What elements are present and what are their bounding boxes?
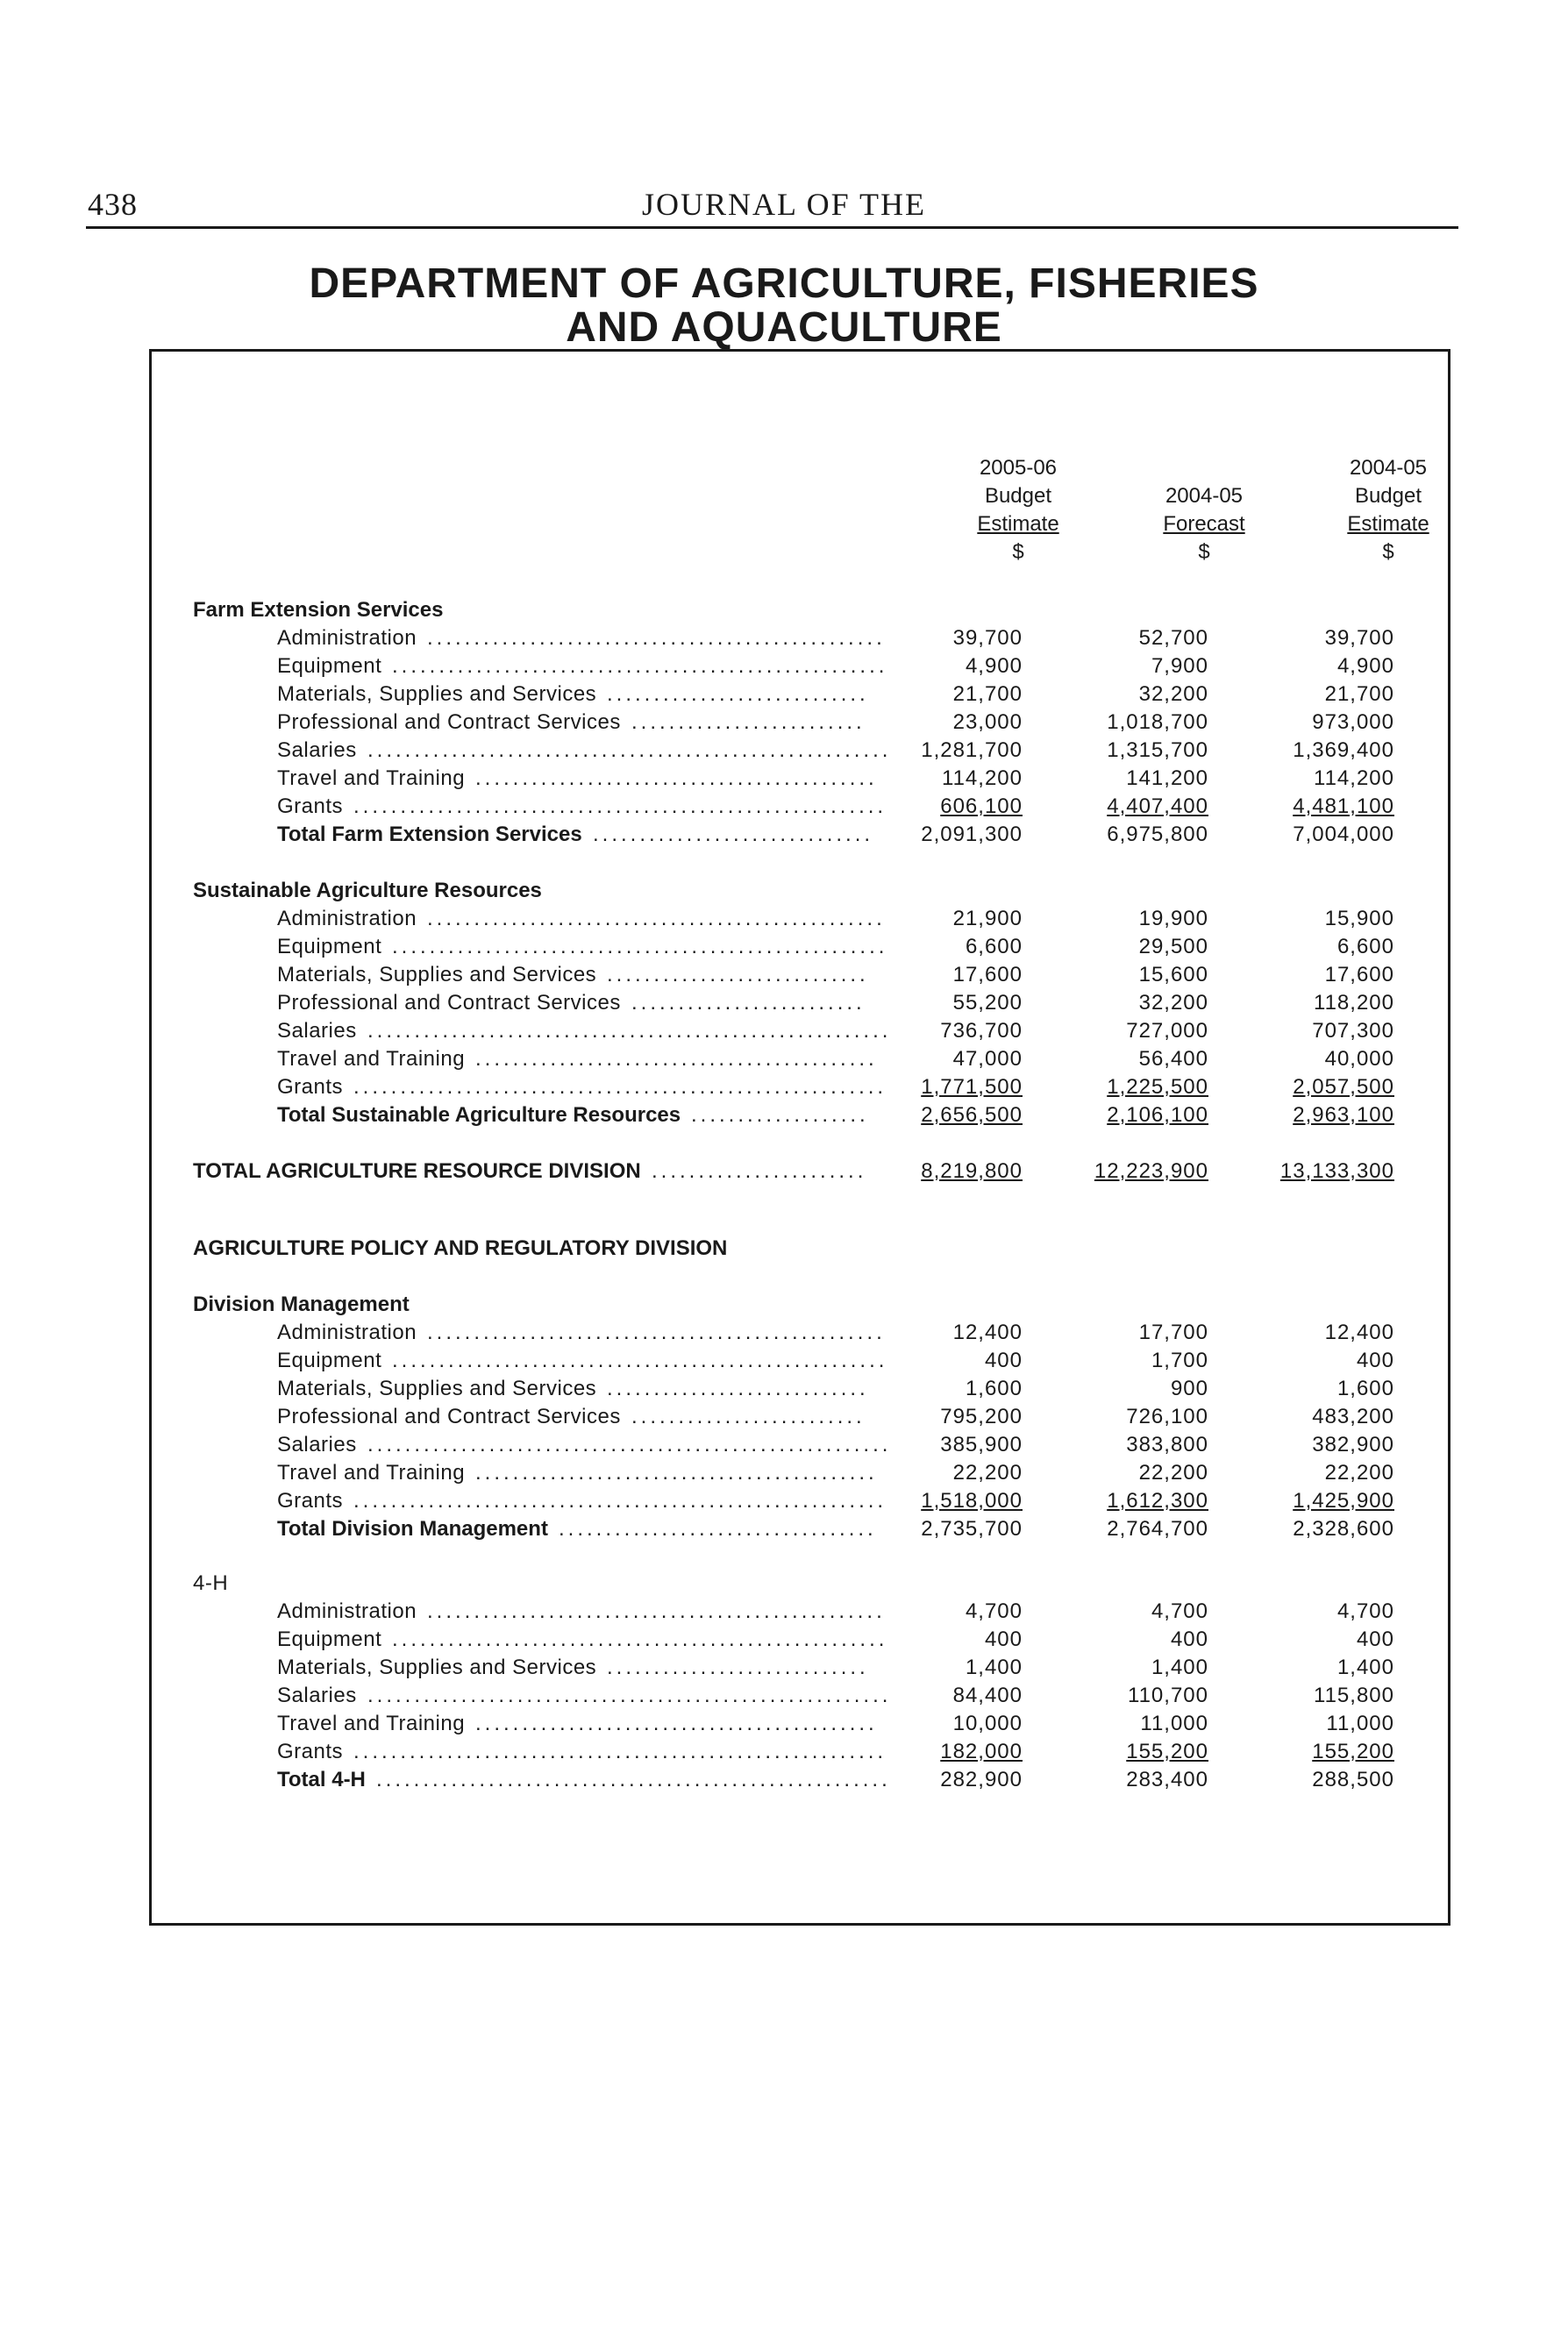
dot-leader: ........................................... bbox=[475, 1712, 878, 1735]
dot-leader: ......................................................... bbox=[353, 1489, 887, 1513]
cell-value: 4,700 bbox=[1151, 1599, 1208, 1623]
row-label: Equipment bbox=[277, 1349, 382, 1372]
header-rule bbox=[86, 226, 1458, 229]
dot-leader: ........................................................ bbox=[367, 738, 892, 762]
cell-value: 118,200 bbox=[1314, 991, 1394, 1015]
row-label: Salaries bbox=[277, 1433, 357, 1456]
table-row-travel-and-training bbox=[0, 765, 1568, 793]
column-header-1-line-3: Estimate bbox=[977, 512, 1059, 536]
table-row-administration bbox=[0, 905, 1568, 933]
cell-value: 52,700 bbox=[1138, 626, 1208, 650]
cell-value: 19,900 bbox=[1138, 907, 1208, 930]
cell-value: 1,400 bbox=[1336, 1656, 1394, 1679]
cell-value: 6,975,800 bbox=[1107, 823, 1208, 846]
division-heading: AGRICULTURE POLICY AND REGULATORY DIVISION bbox=[193, 1236, 728, 1260]
section-row-division-management bbox=[0, 1291, 1568, 1319]
dot-leader: ....................................................... bbox=[376, 1768, 891, 1791]
row-label: Grants bbox=[277, 1075, 344, 1099]
cell-value: 973,000 bbox=[1312, 710, 1394, 734]
dot-leader: ................................................. bbox=[427, 1599, 886, 1623]
row-label: Administration bbox=[277, 1599, 417, 1623]
dot-leader: ......................................................... bbox=[353, 794, 887, 818]
row-label: Grants bbox=[277, 794, 344, 818]
row-label: Grants bbox=[277, 1740, 344, 1763]
row-label: Materials, Supplies and Services bbox=[277, 1656, 597, 1679]
cell-value: 155,200 bbox=[1312, 1740, 1394, 1763]
cell-value: 1,600 bbox=[1336, 1377, 1394, 1400]
table-row-professional-and-contract-services bbox=[0, 709, 1568, 737]
cell-value: 155,200 bbox=[1126, 1740, 1208, 1763]
column-header-3-line-3: Estimate bbox=[1347, 512, 1429, 536]
column-header-1 bbox=[926, 454, 1110, 566]
dot-leader: ....................... bbox=[652, 1159, 867, 1183]
total-row-total-4-h bbox=[0, 1766, 1568, 1794]
cell-value: 21,700 bbox=[952, 682, 1023, 706]
row-label: Salaries bbox=[277, 1684, 357, 1707]
section-row-sustainable-agriculture-resources bbox=[0, 877, 1568, 905]
cell-value: 12,400 bbox=[1324, 1321, 1394, 1344]
row-label: Equipment bbox=[277, 654, 382, 678]
dot-leader: ........................................................ bbox=[367, 1019, 892, 1043]
dot-leader: ............................ bbox=[607, 682, 869, 706]
table-row-grants bbox=[0, 1487, 1568, 1515]
section-heading: Division Management bbox=[193, 1293, 410, 1316]
row-label: Materials, Supplies and Services bbox=[277, 963, 597, 986]
cell-value: 11,000 bbox=[1140, 1712, 1208, 1735]
row-label: Travel and Training bbox=[277, 1461, 466, 1485]
cell-value: 1,612,300 bbox=[1107, 1489, 1208, 1513]
row-label: Administration bbox=[277, 1321, 417, 1344]
cell-value: 4,407,400 bbox=[1107, 794, 1208, 818]
dot-leader: ........................................................ bbox=[367, 1433, 892, 1456]
grand-row-total-agriculture-resource-division bbox=[0, 1157, 1568, 1186]
row-label: Professional and Contract Services bbox=[277, 710, 621, 734]
column-header-2-line-3: Forecast bbox=[1163, 512, 1245, 536]
cell-value: 6,600 bbox=[965, 935, 1023, 958]
table-row-equipment bbox=[0, 1347, 1568, 1375]
cell-value: 55,200 bbox=[952, 991, 1023, 1015]
cell-value: 56,400 bbox=[1138, 1047, 1208, 1071]
cell-value: 17,600 bbox=[1324, 963, 1394, 986]
cell-value: 1,281,700 bbox=[921, 738, 1023, 762]
division-row-agriculture-policy-and-regulatory-division bbox=[0, 1235, 1568, 1263]
table-row-administration bbox=[0, 1319, 1568, 1347]
cell-value: 8,219,800 bbox=[921, 1159, 1023, 1183]
cell-value: 707,300 bbox=[1312, 1019, 1394, 1043]
cell-value: 7,900 bbox=[1151, 654, 1208, 678]
table-row-administration bbox=[0, 624, 1568, 652]
cell-value: 2,963,100 bbox=[1293, 1103, 1394, 1127]
column-header-1-line-2: Budget bbox=[984, 484, 1052, 508]
row-label: Administration bbox=[277, 907, 417, 930]
column-header-3-line-1: 2004-05 bbox=[1349, 456, 1428, 480]
cell-value: 900 bbox=[1170, 1377, 1208, 1400]
cell-value: 40,000 bbox=[1324, 1047, 1394, 1071]
cell-value: 22,200 bbox=[1138, 1461, 1208, 1485]
cell-value: 2,735,700 bbox=[921, 1517, 1023, 1541]
cell-value: 4,700 bbox=[1336, 1599, 1394, 1623]
cell-value: 1,518,000 bbox=[921, 1489, 1023, 1513]
dot-leader: ........................................... bbox=[475, 1461, 878, 1485]
table-row-equipment bbox=[0, 652, 1568, 680]
cell-value: 400 bbox=[1356, 1349, 1394, 1372]
cell-value: 2,328,600 bbox=[1293, 1517, 1394, 1541]
cell-value: 1,600 bbox=[965, 1377, 1023, 1400]
cell-value: 736,700 bbox=[940, 1019, 1023, 1043]
cell-value: 15,600 bbox=[1138, 963, 1208, 986]
cell-value: 12,223,900 bbox=[1094, 1159, 1208, 1183]
dot-leader: ............................ bbox=[607, 1656, 869, 1679]
cell-value: 10,000 bbox=[952, 1712, 1023, 1735]
table-row-grants bbox=[0, 1738, 1568, 1766]
dot-leader: ......................... bbox=[631, 710, 866, 734]
cell-value: 382,900 bbox=[1312, 1433, 1394, 1456]
cell-value: 32,200 bbox=[1138, 991, 1208, 1015]
table-row-travel-and-training bbox=[0, 1710, 1568, 1738]
dot-leader: ........................................... bbox=[475, 766, 878, 790]
row-label: Materials, Supplies and Services bbox=[277, 1377, 597, 1400]
dot-leader: ......................................................... bbox=[353, 1075, 887, 1099]
column-header-3 bbox=[1296, 454, 1480, 566]
cell-value: 288,500 bbox=[1312, 1768, 1394, 1791]
journal-title: JOURNAL OF THE bbox=[641, 187, 926, 222]
total-label: Total 4-H bbox=[277, 1768, 366, 1791]
dot-leader: ......................... bbox=[631, 991, 866, 1015]
dot-leader: ................................................. bbox=[427, 907, 886, 930]
row-label: Materials, Supplies and Services bbox=[277, 682, 597, 706]
page-number: 438 bbox=[88, 187, 138, 222]
total-label: Total Division Management bbox=[277, 1517, 548, 1541]
dot-leader: ......................................................... bbox=[353, 1740, 887, 1763]
cell-value: 4,700 bbox=[965, 1599, 1023, 1623]
cell-value: 400 bbox=[1356, 1627, 1394, 1651]
department-title-line-2: AND AQUACULTURE bbox=[566, 304, 1002, 351]
table-row-salaries bbox=[0, 737, 1568, 765]
cell-value: 2,106,100 bbox=[1107, 1103, 1208, 1127]
total-label: Total Sustainable Agriculture Resources bbox=[277, 1103, 681, 1127]
column-header-3-line-2: Budget bbox=[1354, 484, 1422, 508]
cell-value: 39,700 bbox=[1324, 626, 1394, 650]
cell-value: 114,200 bbox=[1314, 766, 1394, 790]
dot-leader: ..................................................... bbox=[392, 935, 888, 958]
row-label: Professional and Contract Services bbox=[277, 991, 621, 1015]
table-row-travel-and-training bbox=[0, 1459, 1568, 1487]
cell-value: 2,764,700 bbox=[1107, 1517, 1208, 1541]
cell-value: 1,225,500 bbox=[1107, 1075, 1208, 1099]
cell-value: 22,200 bbox=[1324, 1461, 1394, 1485]
column-header-2-line-2: 2004-05 bbox=[1165, 484, 1244, 508]
table-row-materials-supplies-and-services bbox=[0, 1654, 1568, 1682]
cell-value: 606,100 bbox=[940, 794, 1023, 818]
row-label: Salaries bbox=[277, 738, 357, 762]
dot-leader: ..................................................... bbox=[392, 1627, 888, 1651]
cell-value: 1,315,700 bbox=[1107, 738, 1208, 762]
total-row-total-division-management bbox=[0, 1515, 1568, 1543]
cell-value: 2,656,500 bbox=[921, 1103, 1023, 1127]
dot-leader: ................................................. bbox=[427, 626, 886, 650]
column-header-2 bbox=[1112, 454, 1296, 566]
section-heading: 4-H bbox=[193, 1571, 229, 1595]
cell-value: 2,057,500 bbox=[1293, 1075, 1394, 1099]
row-label: Professional and Contract Services bbox=[277, 1405, 621, 1428]
table-row-salaries bbox=[0, 1431, 1568, 1459]
total-row-total-sustainable-agriculture-resources bbox=[0, 1101, 1568, 1129]
cell-value: 29,500 bbox=[1138, 935, 1208, 958]
cell-value: 4,481,100 bbox=[1293, 794, 1394, 818]
cell-value: 1,018,700 bbox=[1107, 710, 1208, 734]
table-row-equipment bbox=[0, 1626, 1568, 1654]
table-row-salaries bbox=[0, 1017, 1568, 1045]
row-label: Travel and Training bbox=[277, 1047, 466, 1071]
dot-leader: ..................................................... bbox=[392, 1349, 888, 1372]
column-header-1-line-1: 2005-06 bbox=[979, 456, 1058, 480]
cell-value: 47,000 bbox=[952, 1047, 1023, 1071]
cell-value: 2,091,300 bbox=[921, 823, 1023, 846]
table-row-materials-supplies-and-services bbox=[0, 961, 1568, 989]
cell-value: 17,600 bbox=[952, 963, 1023, 986]
cell-value: 23,000 bbox=[952, 710, 1023, 734]
dot-leader: ................... bbox=[691, 1103, 869, 1127]
table-row-professional-and-contract-services bbox=[0, 1403, 1568, 1431]
section-row-farm-extension-services bbox=[0, 596, 1568, 624]
dot-leader: ........................................... bbox=[475, 1047, 878, 1071]
cell-value: 32,200 bbox=[1138, 682, 1208, 706]
cell-value: 15,900 bbox=[1324, 907, 1394, 930]
cell-value: 39,700 bbox=[952, 626, 1023, 650]
cell-value: 17,700 bbox=[1138, 1321, 1208, 1344]
cell-value: 1,771,500 bbox=[921, 1075, 1023, 1099]
dot-leader: ......................... bbox=[631, 1405, 866, 1428]
department-title-line-1: DEPARTMENT OF AGRICULTURE, FISHERIES bbox=[309, 260, 1259, 307]
cell-value: 283,400 bbox=[1126, 1768, 1208, 1791]
cell-value: 4,900 bbox=[1336, 654, 1394, 678]
cell-value: 4,900 bbox=[965, 654, 1023, 678]
column-header-1-line-4: $ bbox=[1012, 540, 1024, 564]
total-row-total-farm-extension-services bbox=[0, 821, 1568, 849]
dot-leader: .................................. bbox=[559, 1517, 877, 1541]
table-row-professional-and-contract-services bbox=[0, 989, 1568, 1017]
cell-value: 141,200 bbox=[1126, 766, 1208, 790]
dot-leader: ............................ bbox=[607, 963, 869, 986]
column-header-2-line-1 bbox=[1112, 454, 1296, 482]
column-header-3-line-4: $ bbox=[1382, 540, 1394, 564]
row-label: Grants bbox=[277, 1489, 344, 1513]
table-row-administration bbox=[0, 1598, 1568, 1626]
table-row-materials-supplies-and-services bbox=[0, 1375, 1568, 1403]
row-label: Salaries bbox=[277, 1019, 357, 1043]
table-row-materials-supplies-and-services bbox=[0, 680, 1568, 709]
dot-leader: ..................................................... bbox=[392, 654, 888, 678]
row-label: Equipment bbox=[277, 1627, 382, 1651]
cell-value: 385,900 bbox=[940, 1433, 1023, 1456]
table-row-salaries bbox=[0, 1682, 1568, 1710]
column-header-2-line-4: $ bbox=[1198, 540, 1210, 564]
grand-total-label: TOTAL AGRICULTURE RESOURCE DIVISION bbox=[193, 1159, 641, 1183]
cell-value: 182,000 bbox=[940, 1740, 1023, 1763]
table-row-grants bbox=[0, 793, 1568, 821]
cell-value: 483,200 bbox=[1312, 1405, 1394, 1428]
section-heading: Farm Extension Services bbox=[193, 598, 444, 622]
dot-leader: ........................................................ bbox=[367, 1684, 892, 1707]
total-label: Total Farm Extension Services bbox=[277, 823, 582, 846]
cell-value: 400 bbox=[984, 1627, 1023, 1651]
cell-value: 383,800 bbox=[1126, 1433, 1208, 1456]
cell-value: 22,200 bbox=[952, 1461, 1023, 1485]
cell-value: 795,200 bbox=[940, 1405, 1023, 1428]
cell-value: 12,400 bbox=[952, 1321, 1023, 1344]
cell-value: 7,004,000 bbox=[1293, 823, 1394, 846]
cell-value: 400 bbox=[984, 1349, 1023, 1372]
cell-value: 6,600 bbox=[1336, 935, 1394, 958]
cell-value: 21,700 bbox=[1324, 682, 1394, 706]
row-label: Administration bbox=[277, 626, 417, 650]
row-label: Travel and Training bbox=[277, 766, 466, 790]
cell-value: 21,900 bbox=[952, 907, 1023, 930]
cell-value: 13,133,300 bbox=[1279, 1159, 1394, 1183]
row-label: Travel and Training bbox=[277, 1712, 466, 1735]
table-row-travel-and-training bbox=[0, 1045, 1568, 1073]
cell-value: 11,000 bbox=[1326, 1712, 1394, 1735]
cell-value: 115,800 bbox=[1314, 1684, 1394, 1707]
dot-leader: ............................ bbox=[607, 1377, 869, 1400]
cell-value: 1,400 bbox=[1151, 1656, 1208, 1679]
cell-value: 84,400 bbox=[952, 1684, 1023, 1707]
dot-leader: ................................................. bbox=[427, 1321, 886, 1344]
cell-value: 727,000 bbox=[1126, 1019, 1208, 1043]
cell-value: 726,100 bbox=[1126, 1405, 1208, 1428]
section-plain-row-4-h bbox=[0, 1570, 1568, 1598]
section-heading: Sustainable Agriculture Resources bbox=[193, 879, 542, 902]
table-row-equipment bbox=[0, 933, 1568, 961]
dot-leader: .............................. bbox=[593, 823, 874, 846]
cell-value: 1,400 bbox=[965, 1656, 1023, 1679]
cell-value: 400 bbox=[1170, 1627, 1208, 1651]
cell-value: 110,700 bbox=[1128, 1684, 1208, 1707]
cell-value: 1,700 bbox=[1151, 1349, 1208, 1372]
row-label: Equipment bbox=[277, 935, 382, 958]
cell-value: 1,425,900 bbox=[1293, 1489, 1394, 1513]
cell-value: 114,200 bbox=[942, 766, 1023, 790]
cell-value: 282,900 bbox=[940, 1768, 1023, 1791]
cell-value: 1,369,400 bbox=[1293, 738, 1394, 762]
table-row-grants bbox=[0, 1073, 1568, 1101]
